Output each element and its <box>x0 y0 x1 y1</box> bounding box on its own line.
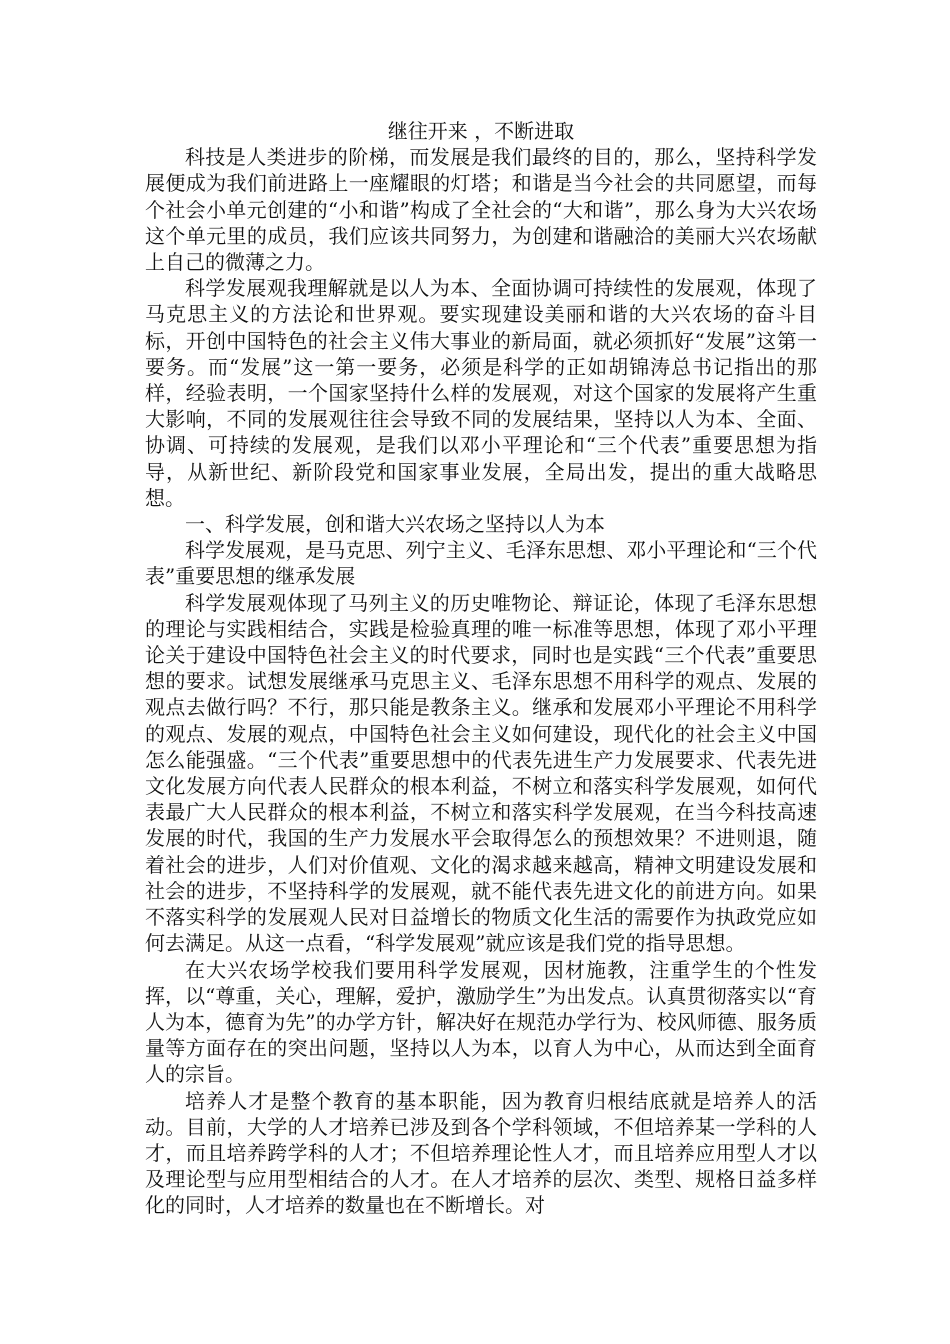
document-title: 继往开来 ，不断进取 <box>387 119 575 143</box>
paragraph-talent: 培养人才是整个教育的基本职能，因为教育归根结底就是培养人的活动。目前，大学的人才培养已涉及到各个学科领域，不但培养某一学科的人才，而且培养跨学科的人才；不但培养理论性人才，而且培养应用型人才以及理论型与应用型相结合的人才。在人才培养的层次、类型、规格日益多样化的同时，人才培养的数量也在不断增长。对 <box>145 1088 817 1218</box>
paragraph-intro: 科技是人类进步的阶梯，而发展是我们最终的目的，那么，坚持科学发展便成为我们前进路上一座耀眼的灯塔；和谐是当今社会的共同愿望，而每个社会小单元创建的“小和谐”构成了全社会的“大和谐”，那么身为大兴农场这个单元里的成员，我们应该共同努力，为创建和谐融洽的美丽大兴农场献上自己的微薄之力。 <box>145 145 817 275</box>
paragraph-marxism: 科学发展观体现了马列主义的历史唯物论、辩证论，体现了毛泽东思想的理论与实践相结合，实践是检验真理的唯一标准等思想，体现了邓小平理论关于建设中国特色社会主义的时代要求，同时也是实践“三个代表”重要思想的要求。试想发展继承马克思主义、毛泽东思想不用科学的观点、发展的观点去做行吗？不行，那只能是教条主义。继承和发展邓小平理论不用科学的观点、发展的观点，中国特色社会主义如何建设，现代化的社会主义中国怎么能强盛。“三个代表”重要思想中的代表先进生产力发展要求、代表先进文化发展方向代表人民群众的根本利益，不树立和落实科学发展观，如何代表最广大人民群众的根本利益，不树立和落实科学发展观，在当今科技高速发展的时代，我国的生产力发展水平会取得怎么的预想效果？不进则退，随着社会的进步，人们对价值观、文化的渴求越来越高，精神文明建设发展和社会的进步，不坚持科学的发展观，就不能代表先进文化的前进方向。如果不落实科学的发展观人民对日益增长的物质文化生活的需要作为执政党应如何去满足。从这一点看，“科学发展观”就应该是我们党的指导思想。 <box>145 590 817 956</box>
paragraph-school: 在大兴农场学校我们要用科学发展观，因材施教，注重学生的个性发挥，以“尊重，关心，理解，爱护，激励学生”为出发点。认真贯彻落实以“育人为本，德育为先”的办学方针，解决好在规范办学行为、校风师德、服务质量等方面存在的突出问题，坚持以人为本，以育人为中心，从而达到全面育人的宗旨。 <box>145 957 817 1087</box>
section-heading-1: 一、科学发展，创和谐大兴农场之坚持以人为本 <box>185 512 605 537</box>
document-page <box>145 118 817 1219</box>
paragraph-scientific-development: 科学发展观我理解就是以人为本、全面协调可持续性的发展观，体现了马克思主义的方法论和世界观。要实现建设美丽和谐的大兴农场的奋斗目标，开创中国特色的社会主义伟大事业的新局面，就必须抓好“发展”这第一要务。而“发展”这一第一要务，必须是科学的正如胡锦涛总书记指出的那样，经验表明，一个国家坚持什么样的发展观，对这个国家的发展将产生重大影响，不同的发展观往往会导致不同的发展结果，坚持以人为本、全面、协调、可持续的发展观，是我们以邓小平理论和“三个代表”重要思想为指导，从新世纪、新阶段党和国家事业发展，全局出发，提出的重大战略思想。 <box>145 276 817 510</box>
paragraph-inheritance: 科学发展观，是马克思、列宁主义、毛泽东思想、邓小平理论和“三个代表”重要思想的继承发展 <box>145 538 817 589</box>
